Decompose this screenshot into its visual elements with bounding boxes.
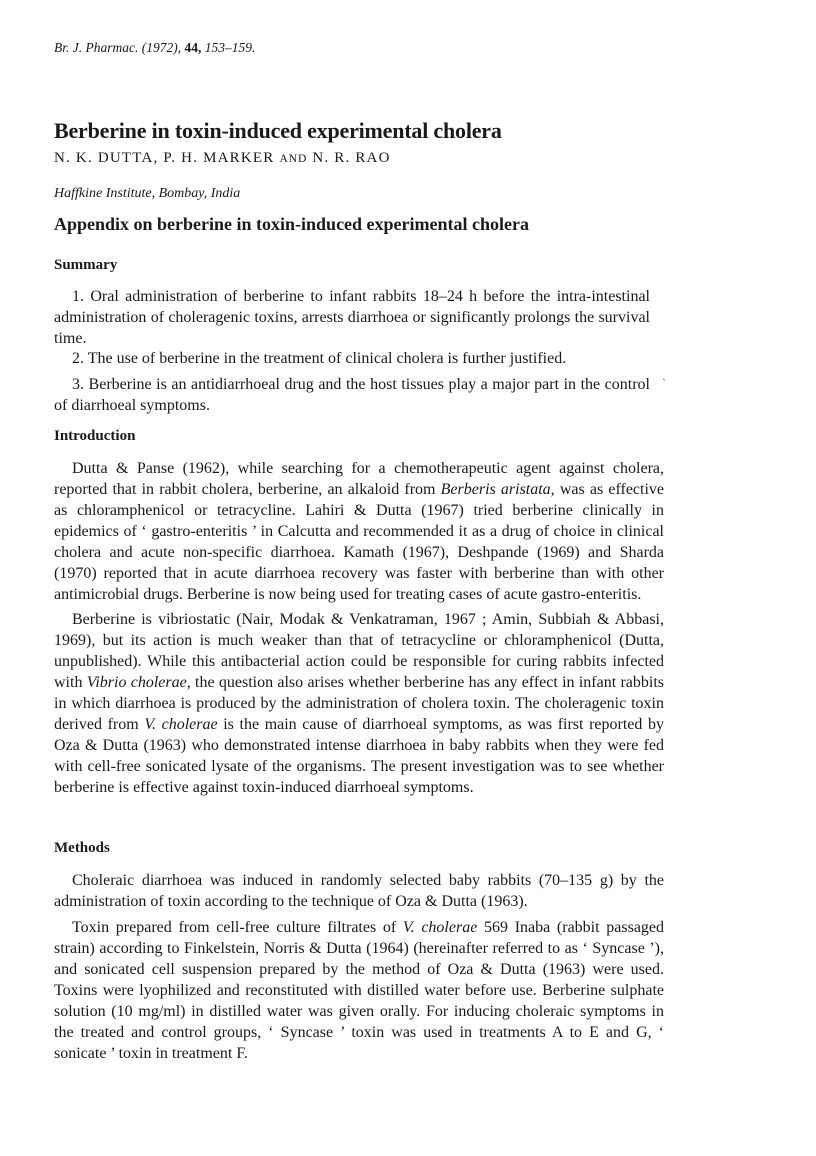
intro-p2-text-c: the question also arises whether berberine has any effect in infant rabbits in which diarrhoea is produced by the administration of cholera toxin. The choleragenic toxin derived from bbox=[54, 674, 665, 733]
journal-name: Br. J. Pharmac. bbox=[54, 40, 139, 55]
summary-heading: Summary bbox=[54, 257, 118, 273]
author-list bbox=[54, 150, 391, 167]
journal-year: (1972), bbox=[141, 40, 182, 55]
summary-item-1: 1. Oral administration of berberine to infant rabbits 18–24 h before the intra-intestinal administration of choleragenic toxins, arrests diarrhoea or significantly prolongs the survival time. bbox=[54, 288, 650, 347]
intro-p2-species-2: V. cholerae bbox=[144, 716, 218, 733]
journal-volume: 44, bbox=[184, 40, 202, 55]
introduction-paragraph-2 bbox=[54, 609, 664, 798]
intro-p1-species: Berberis aristata, bbox=[440, 481, 555, 498]
authors-part2: N. R. RAO bbox=[312, 150, 391, 166]
intro-p2-text-e: is the main cause of diarrhoeal symptoms, as was first reported by Oza & Dutta (1963) who demonstrated intense diarrhoea in baby rabbits when they were fed with cell-free sonicated lysate of the organisms. The present investigation was to see whether berberine is effective against toxin-induced diarrhoeal symptoms. bbox=[54, 716, 665, 796]
methods-p2-text-c: 569 Inaba (rabbit passaged strain) according to Finkelstein, Norris & Dutta (1964) (hereinafter referred to as ‘ Syncase ’), and sonicated cell suspension prepared by the method of Oza & Dutta (1963) were used. Toxins were lyophilized and reconstituted with distilled water before use. Berberine sulphate solution (10 mg/ml) in distilled water was given orally. For inducing choleraic symptoms in the treated and control groups, ‘ Syncase ’ toxin was used in treatments A to E and G, ‘ sonicate ’ toxin in treatment F. bbox=[54, 919, 665, 1062]
affiliation: Haffkine Institute, Bombay, India bbox=[54, 186, 241, 201]
journal-pages: 153–159. bbox=[204, 40, 256, 55]
intro-p1-text-a: Dutta & Panse (1962), while searching for a chemotherapeutic agent against cholera, reported that in rabbit cholera, berberine, an alkaloid from bbox=[54, 460, 664, 498]
paper-title: Berberine in toxin-induced experimental cholera bbox=[54, 118, 502, 143]
methods-p2-text-a: Toxin prepared from cell-free culture filtrates of bbox=[72, 919, 403, 936]
methods-heading: Methods bbox=[54, 840, 110, 856]
summary-item-3: 3. Berberine is an antidiarrhoeal drug and the host tissues play a major part in the control of diarrhoeal symptoms. bbox=[54, 376, 650, 414]
appendix-title: Appendix on berberine in toxin-induced experimental cholera bbox=[54, 214, 530, 234]
margin-mark: ` bbox=[662, 376, 666, 390]
methods-p2-species: V. cholerae bbox=[402, 919, 478, 936]
intro-p2-text-a: Berberine is vibriostatic (Nair, Modak & Venkatraman, 1967 ; Amin, Subbiah & Abbasi, 1969), but its action is much weaker than that of tetracycline or chloramphenicol (Dutta, unpublished). While this antibacterial action could be responsible for curing rabbits infected with bbox=[54, 611, 664, 691]
journal-reference bbox=[54, 40, 255, 56]
introduction-heading: Introduction bbox=[54, 428, 136, 444]
authors-and: AND bbox=[279, 153, 308, 165]
authors-part1: N. K. DUTTA, P. H. MARKER bbox=[54, 150, 275, 166]
methods-paragraph-1: Choleraic diarrhoea was induced in randomly selected baby rabbits (70–135 g) by the administration of toxin according to the technique of Oza & Dutta (1963). bbox=[54, 872, 664, 910]
intro-p2-species-1: Vibrio cholerae, bbox=[86, 674, 191, 691]
introduction-paragraph-1 bbox=[54, 458, 664, 605]
intro-p1-text-c: was as effective as chloramphenicol or tetracycline. Lahiri & Dutta (1967) tried berberine clinically in epidemics of ‘ gastro-enteritis ’ in Calcutta and recommended it as a drug of choice in clinical cholera and acute non-specific diarrhoea. Kamath (1967), Deshpande (1969) and Sharda (1970) reported that in acute diarrhoea recovery was faster with berberine than with other antimicrobial drugs. Berberine is now being used for treating cases of acute gastro-enteritis. bbox=[54, 481, 665, 603]
methods-paragraph-2 bbox=[54, 917, 664, 1064]
summary-item-2: 2. The use of berberine in the treatment of clinical cholera is further justified. bbox=[72, 350, 567, 367]
